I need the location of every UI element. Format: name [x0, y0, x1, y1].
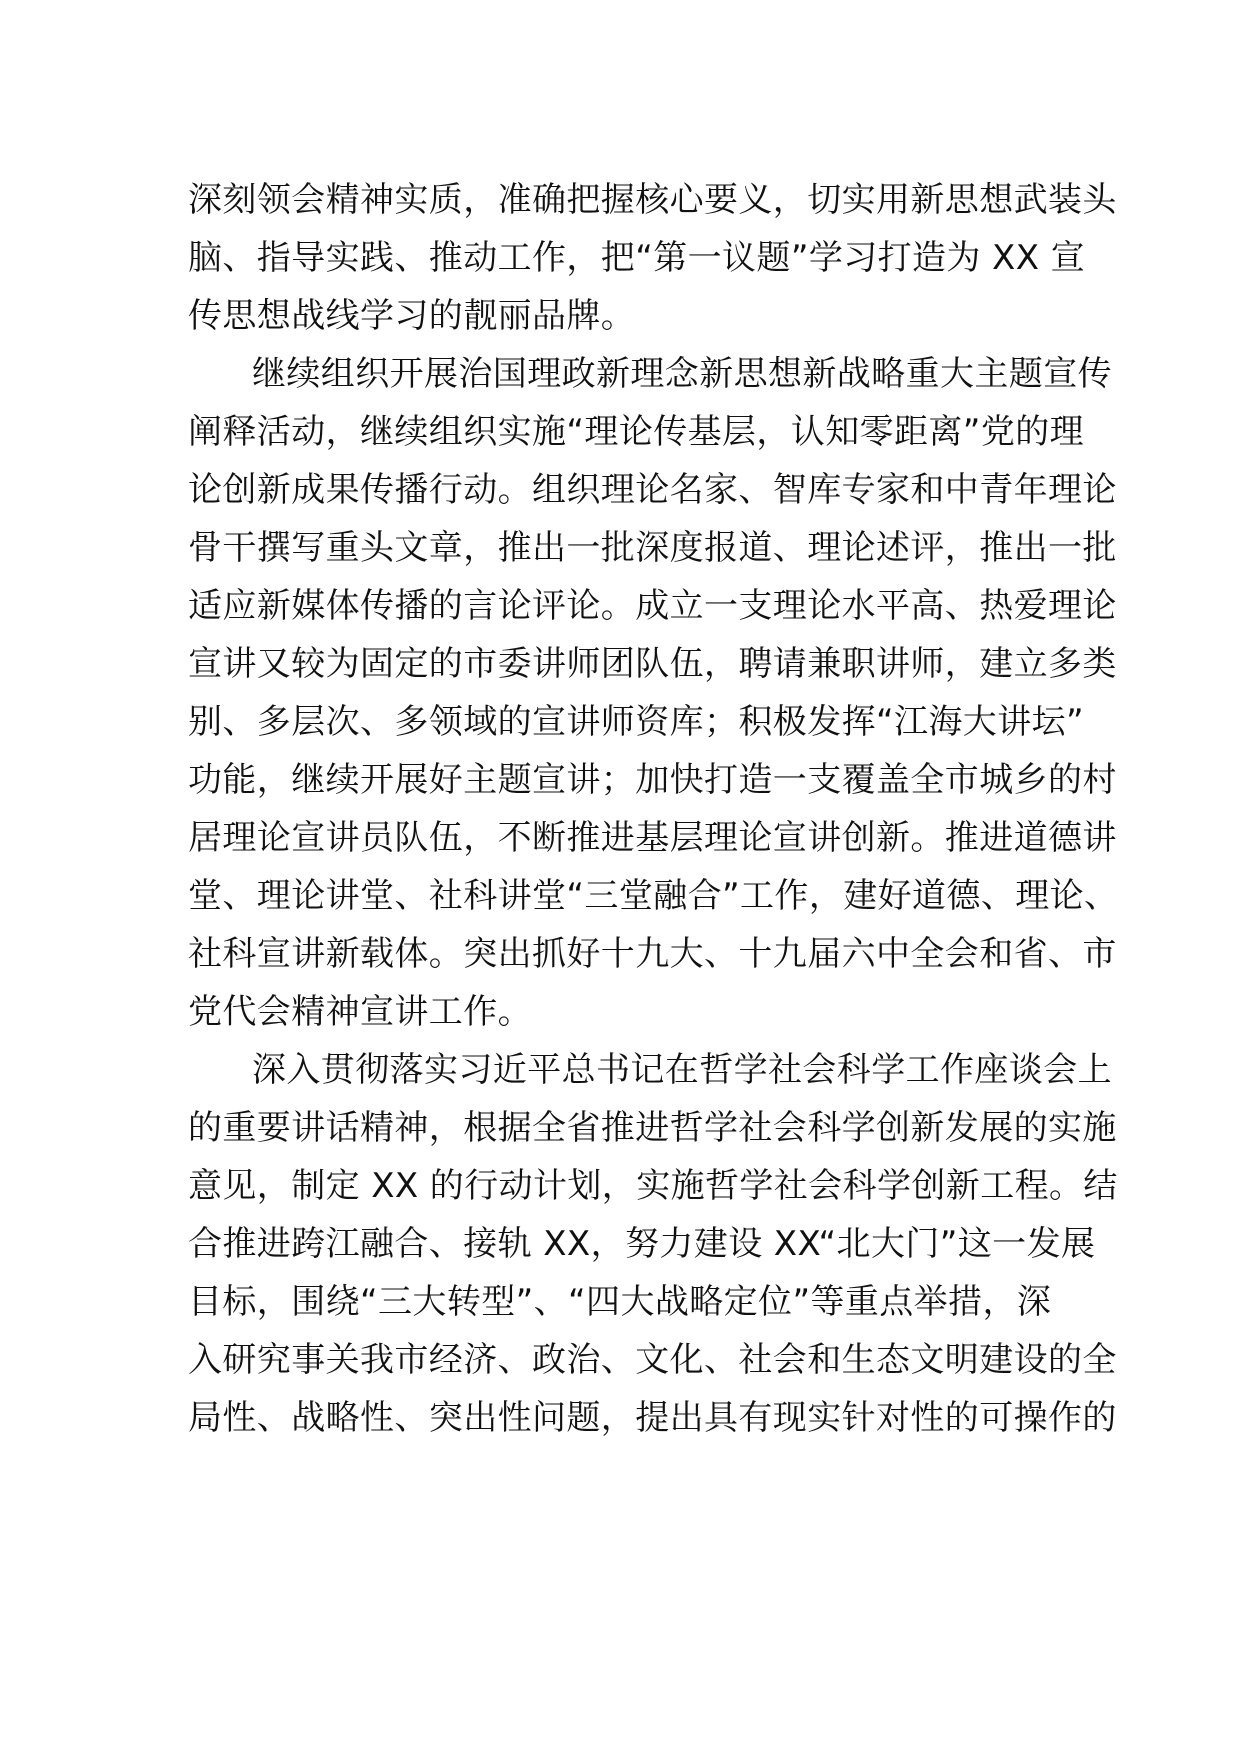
- paragraph-3-line-3: 意见，制定 XX 的行动计划，实施哲学社会科学创新工程。结: [188, 1166, 1118, 1206]
- paragraph-3-line-4: 合推进跨江融合、接轨 XX，努力建设 XX“北大门”这一发展: [188, 1224, 1096, 1264]
- paragraph-2-line-4: 骨干撰写重头文章，推出一批深度报道、理论述评，推出一批: [188, 528, 1117, 568]
- paragraph-2-line-3: 论创新成果传播行动。组织理论名家、智库专家和中青年理论: [188, 470, 1117, 510]
- paragraph-3-line-7: 局性、战略性、突出性问题，提出具有现实针对性的可操作的: [188, 1398, 1117, 1438]
- paragraph-2-line-2: 阐释活动，继续组织实施“理论传基层，认知零距离”党的理: [188, 412, 1085, 452]
- paragraph-1-line-1: 深刻领会精神实质，准确把握核心要义，切实用新思想武装头: [188, 180, 1117, 220]
- paragraph-2-line-6: 宣讲又较为固定的市委讲师团队伍，聘请兼职讲师，建立多类: [188, 644, 1117, 684]
- paragraph-2-line-12: 党代会精神宣讲工作。: [188, 992, 532, 1032]
- paragraph-2-line-5: 适应新媒体传播的言论评论。成立一支理论水平高、热爱理论: [188, 586, 1117, 626]
- paragraph-3-line-5: 目标，围绕“三大转型”、“四大战略定位”等重点举措，深: [188, 1282, 1052, 1322]
- paragraph-2-line-11: 社科宣讲新载体。突出抓好十九大、十九届六中全会和省、市: [188, 934, 1117, 974]
- paragraph-2-line-10: 堂、理论讲堂、社科讲堂“三堂融合”工作，建好道德、理论、: [188, 876, 1119, 916]
- paragraph-1-line-2: 脑、指导实践、推动工作，把“第一议题”学习打造为 XX 宣: [188, 238, 1086, 278]
- paragraph-2-line-9: 居理论宣讲员队伍，不断推进基层理论宣讲创新。推进道德讲: [188, 818, 1117, 858]
- paragraph-1-line-3: 传思想战线学习的靓丽品牌。: [188, 296, 636, 336]
- paragraph-3-line-1: 深入贯彻落实习近平总书记在哲学社会科学工作座谈会上: [252, 1050, 1112, 1090]
- paragraph-2-line-8: 功能，继续开展好主题宣讲；加快打造一支覆盖全市城乡的村: [188, 760, 1117, 800]
- paragraph-3-line-2: 的重要讲话精神，根据全省推进哲学社会科学创新发展的实施: [188, 1108, 1117, 1148]
- paragraph-2-line-7: 别、多层次、多领域的宣讲师资库；积极发挥“江海大讲坛”: [188, 702, 1085, 742]
- paragraph-3-line-6: 入研究事关我市经济、政治、文化、社会和生态文明建设的全: [188, 1340, 1117, 1380]
- paragraph-2-line-1: 继续组织开展治国理政新理念新思想新战略重大主题宣传: [252, 354, 1112, 394]
